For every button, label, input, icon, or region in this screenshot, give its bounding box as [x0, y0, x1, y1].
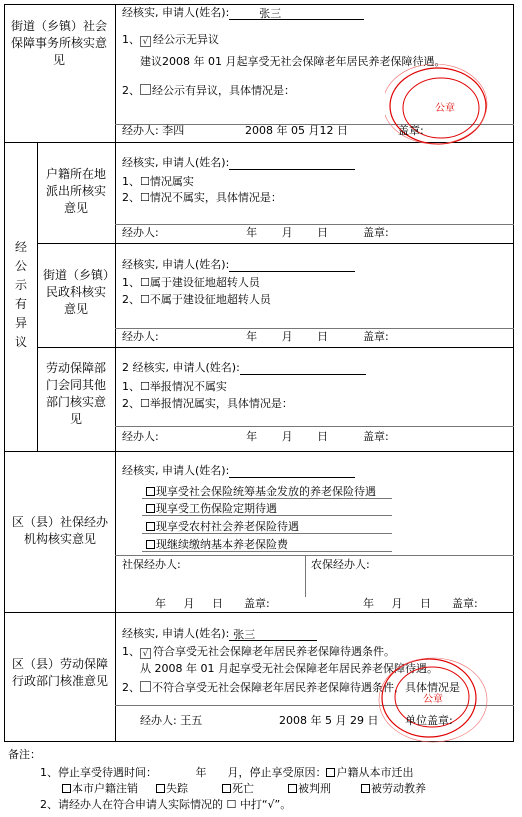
s4-signature: 经办人: 年 月 日 盖章: [122, 430, 389, 443]
s4-option-2[interactable]: 2、☐举报情况属实，具体情况是： [122, 397, 293, 410]
s4-name-line [122, 361, 366, 375]
s5-option-4-underline [142, 551, 392, 552]
s5-option-2-underline [142, 515, 392, 516]
group-char-4: 有 [14, 297, 27, 311]
s5-option-4[interactable] [146, 538, 288, 552]
s5-name-field[interactable] [229, 465, 355, 478]
s5-name-prefix: 经核实, 申请人(姓名): [122, 464, 230, 477]
s4-name-prefix: 2 经核实, 申请人(姓名): [122, 361, 240, 374]
s5-option-1-text: 现享受社会保险统筹基金发放的养老保险待遇 [156, 485, 376, 498]
s6-option-2[interactable] [122, 681, 460, 695]
s6-option-1[interactable] [122, 645, 395, 659]
s5-option-3-underline [142, 533, 392, 534]
notes-line-1 [40, 766, 413, 780]
group-char-2: 公 [14, 259, 27, 273]
s5-option-3-text: 现享受农村社会养老保险待遇 [156, 520, 299, 533]
s3-option-1[interactable]: 1、☐属于建设征地超转人员 [122, 276, 260, 289]
s1-handler: 经办人: 李四 [122, 124, 185, 137]
notes-reason-2-checkbox[interactable] [62, 784, 71, 793]
s1-date: 2008 年 05 月12 日 [245, 124, 348, 137]
notes-reason-4-checkbox[interactable] [222, 784, 231, 793]
s1-option-1-text: 经公示无异议 [153, 33, 219, 46]
s5-right-date: 年 月 日 盖章: [363, 597, 478, 610]
s5-option-3[interactable] [146, 520, 299, 534]
s1-option-1-number: 1、 [122, 33, 140, 46]
s1-name-line [122, 6, 364, 20]
notes-line-3: 2、请经办人在符合申请人实际情况的 ☐ 中打“√”。 [40, 798, 292, 811]
notes-reason-5: 被判刑 [298, 782, 331, 795]
notes-reason-1-checkbox[interactable] [326, 768, 335, 777]
s2-name-prefix: 经核实, 申请人(姓名): [122, 156, 230, 169]
signature-line-s3 [115, 328, 514, 329]
s5-option-4-checkbox[interactable] [146, 540, 155, 549]
label-column-divider [115, 4, 116, 742]
notes-reason-5-checkbox[interactable] [288, 784, 297, 793]
s6-date: 2008 年 5 月 29 日 [279, 714, 379, 727]
signature-line-s5 [115, 555, 514, 556]
signature-line-s6 [115, 705, 514, 706]
s5-option-3-checkbox[interactable] [146, 522, 155, 531]
s2-option-2[interactable]: 2、☐情况不属实，具体情况是： [122, 191, 282, 204]
s3-signature: 经办人: 年 月 日 盖章: [122, 330, 389, 343]
s4-label: 劳动保障部门会同其他部门核实意见 [45, 361, 106, 426]
s1-name-prefix: 经核实, 申请人(姓名): [122, 6, 230, 19]
s3-label: 街道（乡镇）民政科核实意见 [42, 268, 109, 316]
s1-option-2-number: 2、 [122, 84, 140, 97]
s6-option-2-checkbox[interactable] [140, 681, 151, 692]
s2-signature: 经办人: 年 月 日 盖章: [122, 226, 389, 239]
s5-option-4-text: 现继续缴纳基本养老保险费 [156, 538, 288, 551]
notes-reason-6: 被劳动教养 [371, 782, 426, 795]
s5-option-1-checkbox[interactable] [146, 487, 155, 496]
notes-reason-6-checkbox[interactable] [361, 784, 370, 793]
s1-option-2-text: 经公示有异议，具体情况是： [152, 84, 295, 97]
notes-reason-3: 失踪 [166, 782, 188, 795]
s5-option-1[interactable] [146, 485, 376, 499]
group-char-3: 示 [14, 278, 27, 292]
s6-stamp-label: 单位盖章: [405, 714, 453, 727]
s5-left-handler: 社保经办人: [122, 558, 181, 571]
s1-suggestion: 建议2008 年 01 月起享受无社会保障老年居民养老保障待遇。 [140, 55, 446, 68]
group-vertical-label [14, 238, 28, 352]
s6-seal-text: 公章 [423, 694, 443, 705]
s1-label: 街道（乡镇）社会保障事务所核实意见 [10, 19, 107, 67]
s1-name-field[interactable] [229, 7, 364, 20]
notes-line-2 [62, 782, 426, 796]
s5-option-2-checkbox[interactable] [146, 504, 155, 513]
s6-option-2-text: 不符合享受无社会保障老年居民养老保障待遇条件，具体情况是 [152, 681, 460, 694]
s6-option-1-checkbox[interactable]: √ [140, 648, 151, 659]
s5-name-line [122, 464, 355, 478]
s1-stamp-label: 盖章: [398, 124, 424, 137]
s1-option-1-checkbox[interactable]: √ [140, 36, 151, 47]
s4-name-field[interactable] [240, 362, 366, 375]
section-divider-2 [4, 451, 514, 452]
group-char-5: 异 [14, 316, 27, 330]
s1-option-1[interactable] [122, 33, 219, 47]
subsection-divider-1 [37, 243, 514, 244]
s6-label: 区（县）劳动保障行政部门核准意见 [11, 657, 108, 688]
s6-option-2-number: 2、 [122, 681, 140, 694]
s1-seal-text: 公章 [435, 103, 455, 114]
s5-option-2[interactable] [146, 502, 277, 516]
s5-left-date: 年 月 日 盖章: [155, 597, 270, 610]
s6-option-1-number: 1、 [122, 645, 140, 658]
s1-option-2[interactable] [122, 84, 295, 98]
signature-split-s5 [305, 555, 306, 597]
group-inner-divider [37, 142, 38, 451]
s2-label: 户籍所在地派出所核实意见 [45, 167, 106, 215]
s5-option-1-underline [142, 498, 392, 499]
s2-option-1[interactable]: 1、☐情况属实 [122, 175, 194, 188]
s6-effective-date: 从 2008 年 01 月起享受无社会保障老年居民养老保障待遇。 [140, 662, 438, 675]
s1-option-2-checkbox[interactable] [140, 84, 151, 95]
notes-reason-1: 户籍从本市迁出 [336, 766, 414, 779]
s5-option-2-text: 现享受工伤保险定期待遇 [156, 502, 277, 515]
s5-label: 区（县）社保经办机构核实意见 [11, 515, 108, 546]
notes-title: 备注： [8, 748, 41, 761]
s3-name-prefix: 经核实, 申请人(姓名): [122, 258, 230, 271]
s6-name-field[interactable] [229, 628, 317, 641]
s3-name-field[interactable] [229, 259, 355, 272]
s3-name-line [122, 258, 355, 272]
s6-name-value: 张三 [233, 628, 256, 641]
group-char-1: 经 [14, 240, 27, 254]
signature-line-s2 [115, 224, 514, 225]
s6-name-line [122, 627, 317, 641]
group-char-6: 议 [14, 335, 27, 349]
s3-option-2[interactable]: 2、☐不属于建设征地超转人员 [122, 293, 271, 306]
subsection-divider-2 [37, 347, 514, 348]
signature-line-s4 [115, 426, 514, 427]
notes-reason-2: 本市户籍注销 [72, 782, 138, 795]
s4-option-1[interactable]: 1、☐举报情况不属实 [122, 380, 227, 393]
s6-handler: 经办人: 王五 [140, 714, 203, 727]
section-divider-3 [4, 612, 514, 613]
s6-option-1-text: 符合享受无社会保障老年居民养老保障待遇条件。 [153, 645, 395, 658]
s6-name-prefix: 经核实, 申请人(姓名): [122, 627, 230, 640]
notes-reason-4: 死亡 [232, 782, 254, 795]
notes-reason-3-checkbox[interactable] [156, 784, 165, 793]
section-divider-1 [4, 142, 514, 143]
s2-name-line [122, 156, 355, 170]
s5-right-handler: 农保经办人: [311, 558, 370, 571]
s1-name-value: 张三 [259, 7, 282, 20]
notes-stop-time: 1、停止享受待遇时间： 年 月，停止享受原因： [40, 766, 327, 779]
s2-name-field[interactable] [229, 157, 355, 170]
